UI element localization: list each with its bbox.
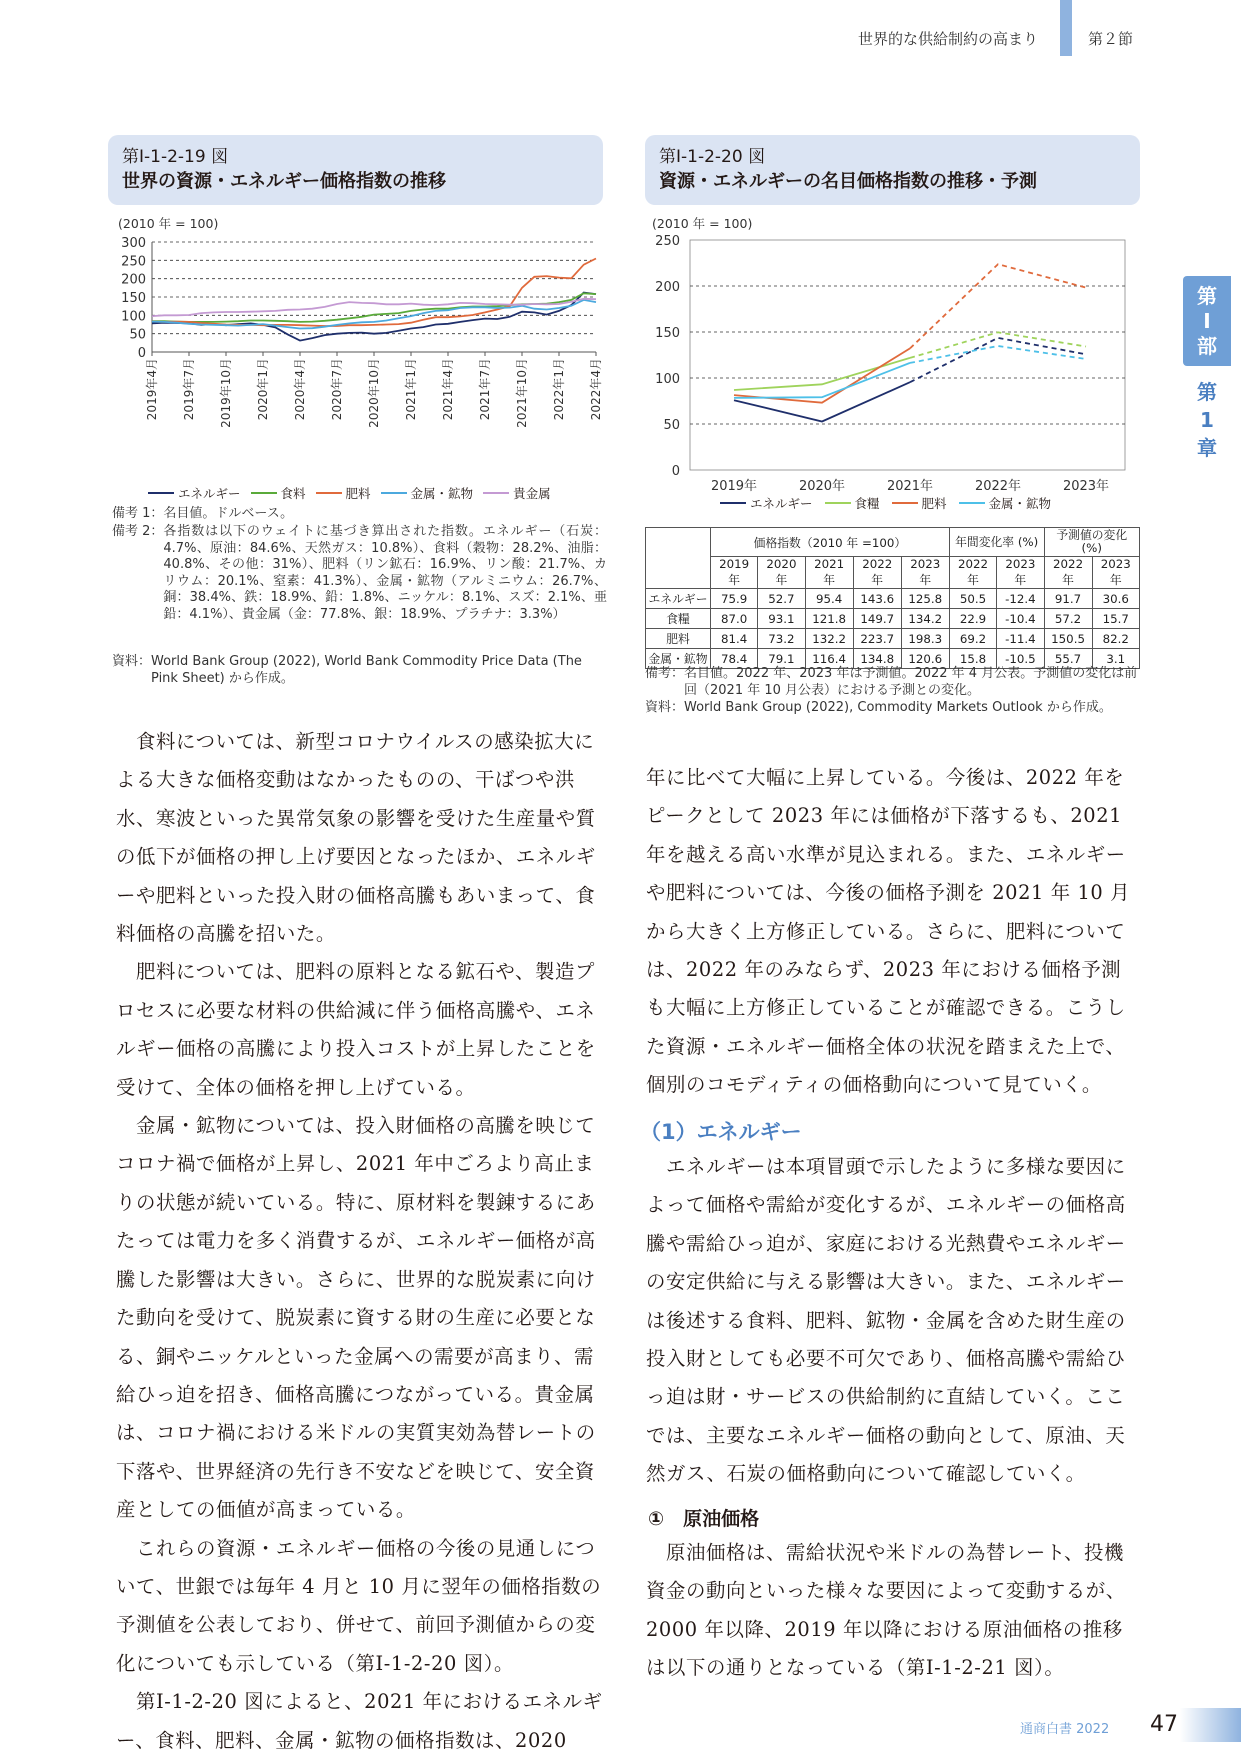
- note-text: 各指数は以下のウェイトに基づき算出された指数。エネルギー（石炭：4.7%、原油：84.6%、天然ガス：10.8%）、食料（穀物：28.2%、油脂：40.8%、その他：31%）、肥料（リン鉱石：16.9%、リン酸：21.7%、カリウム：20.1%、窒素：41.3%）、金属・鉱物（アルミニウム：26.7%、銅：38.4%、鉄：18.9%、鉛：1.8%、ニッケル：8.1%、スズ：2.1%、亜鉛：4.1%）、貴金属（金：77.8%、銀：18.9%、プラチナ：3.3%）: [163, 524, 607, 622]
- table-cell: 81.4: [711, 629, 758, 649]
- legend-swatch: [148, 492, 174, 494]
- note-text: 名目値。2022 年、2023 年は予測値。2022 年 4 月公表。予測値の変化は前回（2021 年 10 月公表）における予測との変化。: [684, 666, 1138, 698]
- figure-20-line-chart: [645, 230, 1145, 500]
- y-tick-label: 0: [137, 346, 146, 361]
- table-cell: -12.4: [997, 589, 1044, 609]
- legend-item: [892, 494, 947, 512]
- side-chapter-label: [1183, 378, 1231, 462]
- note-text: World Bank Group (2022), Commodity Markets Outlook から作成。: [684, 700, 1112, 715]
- y-tick-label: 100: [655, 372, 680, 387]
- right-column-text-mid: [646, 1148, 1138, 1494]
- table-head: 予測値の変化 (%): [1044, 528, 1139, 557]
- series-line-forecast: [910, 264, 1086, 348]
- y-tick-label: 150: [655, 326, 680, 341]
- table-cell: -11.4: [997, 629, 1044, 649]
- y-tick-label: 200: [121, 272, 146, 288]
- table-cell: 52.7: [758, 589, 805, 609]
- table-year-header: 2023 年: [1092, 557, 1139, 589]
- paragraph: 原油価格は、需給状況や米ドルの為替レート、投機資金の動向といった様々な要因によって変動するが、2000 年以降、2019 年以降における原油価格の推移は以下の通りとなっている（第Ⅰ-1-2-21 図）。: [646, 1541, 1126, 1680]
- right-column-text-bottom: [646, 1534, 1138, 1688]
- legend-item: [251, 484, 306, 502]
- table-cell: 198.3: [901, 629, 949, 649]
- table-cell: 3.1: [1092, 649, 1139, 669]
- table-cell: 150.5: [1044, 629, 1092, 649]
- plot-frame: [690, 240, 1125, 470]
- figure-19-note-1: [112, 506, 607, 523]
- table-cell: 116.4: [805, 649, 853, 669]
- legend-swatch: [720, 502, 746, 504]
- legend-item: [483, 484, 551, 502]
- figure-20-number: 第Ⅰ-1-2-20 図: [659, 147, 766, 167]
- table-cell: -10.4: [997, 609, 1044, 629]
- table-cell: 87.0: [711, 609, 758, 629]
- table-row-label: 食糧: [646, 609, 711, 629]
- legend-item: [148, 484, 241, 502]
- legend-label: 肥料: [345, 486, 371, 501]
- table-cell: 134.2: [901, 609, 949, 629]
- table-cell: 125.8: [901, 589, 949, 609]
- table-row-label: エネルギー: [646, 589, 711, 609]
- series-line-forecast: [910, 332, 1086, 358]
- section-heading-energy: （1）エネルギー: [640, 1120, 802, 1144]
- legend-label: 食糧: [854, 496, 880, 511]
- paragraph: 肥料については、肥料の原料となる鉱石や、製造プロセスに必要な材料の供給減に伴う価格高騰や、エネルギー価格の高騰により投入コストが上昇したことを受けて、全体の価格を押し上げている。: [116, 960, 596, 1099]
- x-tick-label: 2021年7月: [478, 358, 492, 421]
- series-line-forecast: [910, 346, 1086, 363]
- figure-20-unit: (2010 年 = 100): [652, 216, 753, 231]
- table-cell: 55.7: [1044, 649, 1092, 669]
- y-tick-label: 250: [655, 234, 680, 249]
- table-row: [646, 629, 1140, 649]
- table-cell: 73.2: [758, 629, 805, 649]
- table-cell: 50.5: [949, 589, 996, 609]
- table-cell: 57.2: [1044, 609, 1092, 629]
- figure-19-line-chart: [108, 230, 608, 505]
- table-year-header: 2022 年: [1044, 557, 1092, 589]
- legend-item: [316, 484, 371, 502]
- table-year-header: 2023 年: [901, 557, 949, 589]
- left-column-text: [116, 723, 606, 1760]
- paragraph: 第Ⅰ-1-2-20 図によると、2021 年におけるエネルギー、食料、肥料、金属・鉱物の価格指数は、2020: [116, 1690, 603, 1752]
- right-column-text-top: [646, 759, 1138, 1105]
- x-tick-label: 2023年: [1062, 479, 1110, 494]
- table-cell: 132.2: [805, 629, 853, 649]
- figure-20-note: [645, 666, 1140, 699]
- table-row: [646, 589, 1140, 609]
- running-header-section: 世界的な供給制約の高まり: [858, 30, 1039, 48]
- legend-item: [381, 484, 474, 502]
- figure-20-caption-box: [645, 135, 1140, 205]
- figure-20-price-table: [645, 527, 1140, 669]
- figure-19-note-2: [112, 524, 607, 623]
- figure-20-legend: [720, 494, 1140, 512]
- figure-19-number: 第Ⅰ-1-2-19 図: [122, 147, 229, 167]
- table-row-label: 肥料: [646, 629, 711, 649]
- table-cell: 143.6: [853, 589, 901, 609]
- x-tick-label: 2019年7月: [182, 358, 196, 421]
- footer-accent-bar: [1180, 1708, 1241, 1742]
- y-tick-label: 50: [663, 418, 680, 433]
- legend-label: エネルギー: [178, 486, 241, 501]
- x-tick-label: 2021年10月: [515, 358, 529, 428]
- note-label: 備考：: [645, 666, 685, 681]
- figure-19-caption-box: [108, 135, 603, 205]
- series-line-actual: [734, 363, 910, 398]
- side-tab-char: Ⅰ: [1203, 308, 1211, 333]
- table-year-header: 2020 年: [758, 557, 805, 589]
- table-head-row-1: [646, 528, 1140, 557]
- legend-swatch: [316, 492, 342, 494]
- table-cell: 79.1: [758, 649, 805, 669]
- table-cell: 95.4: [805, 589, 853, 609]
- x-tick-label: 2020年1月: [256, 358, 270, 421]
- x-tick-label: 2020年: [798, 479, 846, 494]
- x-tick-label: 2021年: [886, 479, 934, 494]
- y-tick-label: 150: [121, 291, 146, 306]
- table-head-row-2: [646, 557, 1140, 589]
- side-chapter-char: 第: [1197, 380, 1217, 404]
- series-line-forecast: [910, 338, 1086, 382]
- subsection-heading-crude-oil: ① 原油価格: [648, 1508, 760, 1530]
- legend-label: エネルギー: [750, 496, 813, 511]
- table-cell: 223.7: [853, 629, 901, 649]
- y-tick-label: 0: [671, 464, 680, 479]
- note-label: 資料：: [645, 700, 685, 715]
- table-row-label: 金属・鉱物: [646, 649, 711, 669]
- y-tick-label: 300: [121, 236, 146, 251]
- y-tick-label: 200: [655, 280, 680, 295]
- legend-swatch: [251, 492, 277, 494]
- paragraph: 金属・鉱物については、投入財価格の高騰を映じてコロナ禍で価格が上昇し、2021 年中ごろより高止まりの状態が続いている。特に、原材料を製錬するにあたっては電力を多く消費するが、エネルギー価格が高騰した影響は大きい。さらに、世界的な脱炭素に向けた動向を受けて、脱炭素に資する財の生産に必要となる、銅やニッケルといった金属への需要が高まり、需給ひっ迫を招き、価格高騰につながっている。貴金属は、コロナ禍における米ドルの実質実効為替レートの下落や、世界経済の先行き不安などを映じて、安全資産としての価値が高まっている。: [116, 1114, 596, 1522]
- x-tick-label: 2022年: [974, 479, 1022, 494]
- table-cell: 22.9: [949, 609, 996, 629]
- table-cell: 75.9: [711, 589, 758, 609]
- figure-19-source: [112, 654, 607, 687]
- page-number: 47: [1150, 1712, 1178, 1737]
- table-cell: 121.8: [805, 609, 853, 629]
- table-year-header: 2023 年: [997, 557, 1044, 589]
- note-label: 備考 1：: [112, 506, 164, 521]
- table-cell: 15.8: [949, 649, 996, 669]
- legend-swatch: [892, 502, 918, 504]
- y-tick-label: 50: [129, 327, 146, 343]
- table-cell: 134.8: [853, 649, 901, 669]
- figure-19-legend: [148, 484, 598, 502]
- running-header-part: 第２節: [1088, 30, 1134, 48]
- legend-swatch: [381, 492, 407, 494]
- note-text: World Bank Group (2022), World Bank Commodity Price Data (The Pink Sheet) から作成。: [151, 654, 582, 686]
- side-part-tab: [1183, 276, 1231, 366]
- paragraph: 食料については、新型コロナウイルスの感染拡大による大きな価格変動はなかったものの、干ばつや洪水、寒波といった異常気象の影響を受けた生産量や質の低下が価格の押し上げ要因となったほか、エネルギーや肥料といった投入財の価格高騰もあいまって、食料価格の高騰を招いた。: [116, 730, 596, 946]
- table-cell: 78.4: [711, 649, 758, 669]
- x-tick-label: 2019年: [710, 479, 758, 494]
- table-year-header: 2019 年: [711, 557, 758, 589]
- table-cell: 30.6: [1092, 589, 1139, 609]
- table-cell: 93.1: [758, 609, 805, 629]
- footer-publication: 通商白書 2022: [1020, 1722, 1110, 1737]
- legend-swatch: [483, 492, 509, 494]
- table-cell: 69.2: [949, 629, 996, 649]
- legend-item: [959, 494, 1052, 512]
- y-tick-label: 250: [121, 254, 146, 270]
- figure-20-source: [645, 700, 1140, 717]
- legend-label: 金属・鉱物: [410, 486, 474, 501]
- legend-label: 肥料: [921, 496, 947, 511]
- note-label: 備考 2：: [112, 524, 164, 539]
- x-tick-label: 2020年10月: [367, 358, 381, 428]
- table-year-header: 2022 年: [853, 557, 901, 589]
- table-cell: 82.2: [1092, 629, 1139, 649]
- side-tab-char: 第: [1197, 283, 1217, 308]
- paragraph: これらの資源・エネルギー価格の今後の見通しについて、世銀では毎年 4 月と 10 月に翌年の価格指数の予測値を公表しており、併せて、前回予測値からの変化についても示している（第Ⅰ-1-2-20 図）。: [116, 1536, 602, 1675]
- figure-19-unit: (2010 年 = 100): [118, 216, 219, 231]
- table-cell: 149.7: [853, 609, 901, 629]
- paragraph: エネルギーは本項冒頭で示したように多様な要因によって価格や需給が変化するが、エネルギーの価格高騰や需給ひっ迫が、家庭における光熱費やエネルギーの安定供給に与える影響は大きい。また、エネルギーは後述する食料、肥料、鉱物・金属を含めた財生産の投入財としても必要不可欠であり、価格高騰や需給ひっ迫は財・サービスの供給制約に直結していく。ここでは、主要なエネルギー価格の動向として、原油、天然ガス、石炭の価格動向について確認していく。: [646, 1155, 1126, 1486]
- table-year-header: 2022 年: [949, 557, 996, 589]
- table-cell: 15.7: [1092, 609, 1139, 629]
- y-tick-label: 100: [121, 309, 146, 325]
- x-tick-label: 2020年7月: [330, 358, 344, 421]
- figure-19-title: 世界の資源・エネルギー価格指数の推移: [122, 171, 446, 192]
- legend-item: [720, 494, 813, 512]
- x-tick-label: 2019年4月: [145, 358, 159, 421]
- legend-label: 貴金属: [513, 486, 551, 501]
- note-label: 資料：: [112, 654, 152, 669]
- series-line: [152, 259, 596, 327]
- x-tick-label: 2021年1月: [404, 358, 418, 421]
- note-text: 名目値。ドルベース。: [163, 506, 294, 521]
- x-tick-label: 2022年1月: [552, 358, 566, 421]
- legend-label: 金属・鉱物: [988, 496, 1052, 511]
- side-chapter-char: 章: [1197, 436, 1217, 460]
- x-tick-label: 2019年10月: [219, 358, 233, 428]
- x-tick-label: 2022年4月: [589, 358, 603, 421]
- table-row: [646, 609, 1140, 629]
- table-cell: -10.5: [997, 649, 1044, 669]
- legend-label: 食料: [280, 486, 306, 501]
- x-tick-label: 2020年4月: [293, 358, 307, 421]
- paragraph: 年に比べて大幅に上昇している。今後は、2022 年をピークとして 2023 年には価格が下落するも、2021 年を越える高い水準が見込まれる。また、エネルギーや肥料については、今後の価格予測を 2021 年 10 月から大きく上方修正している。さらに、肥料については、2022 年のみならず、2023 年における価格予測も大幅に上方修正していることが確認できる。こうした資源・エネルギー価格全体の状況を踏まえた上で、個別のコモディティの価格動向について見ていく。: [646, 766, 1131, 1097]
- x-tick-label: 2021年4月: [441, 358, 455, 421]
- table-corner: [646, 528, 711, 589]
- side-tab-char: 部: [1197, 333, 1217, 358]
- legend-item: [825, 494, 880, 512]
- header-accent-bar: [1060, 0, 1072, 56]
- table-head: 年間変化率 (%): [949, 528, 1044, 557]
- legend-swatch: [959, 502, 985, 504]
- legend-swatch: [825, 502, 851, 504]
- table-head: 価格指数（2010 年 =100）: [711, 528, 950, 557]
- figure-20-title: 資源・エネルギーの名目価格指数の推移・予測: [659, 171, 1037, 192]
- table-cell: 91.7: [1044, 589, 1092, 609]
- table-cell: 120.6: [901, 649, 949, 669]
- table-year-header: 2021 年: [805, 557, 853, 589]
- side-chapter-char: 1: [1200, 408, 1214, 432]
